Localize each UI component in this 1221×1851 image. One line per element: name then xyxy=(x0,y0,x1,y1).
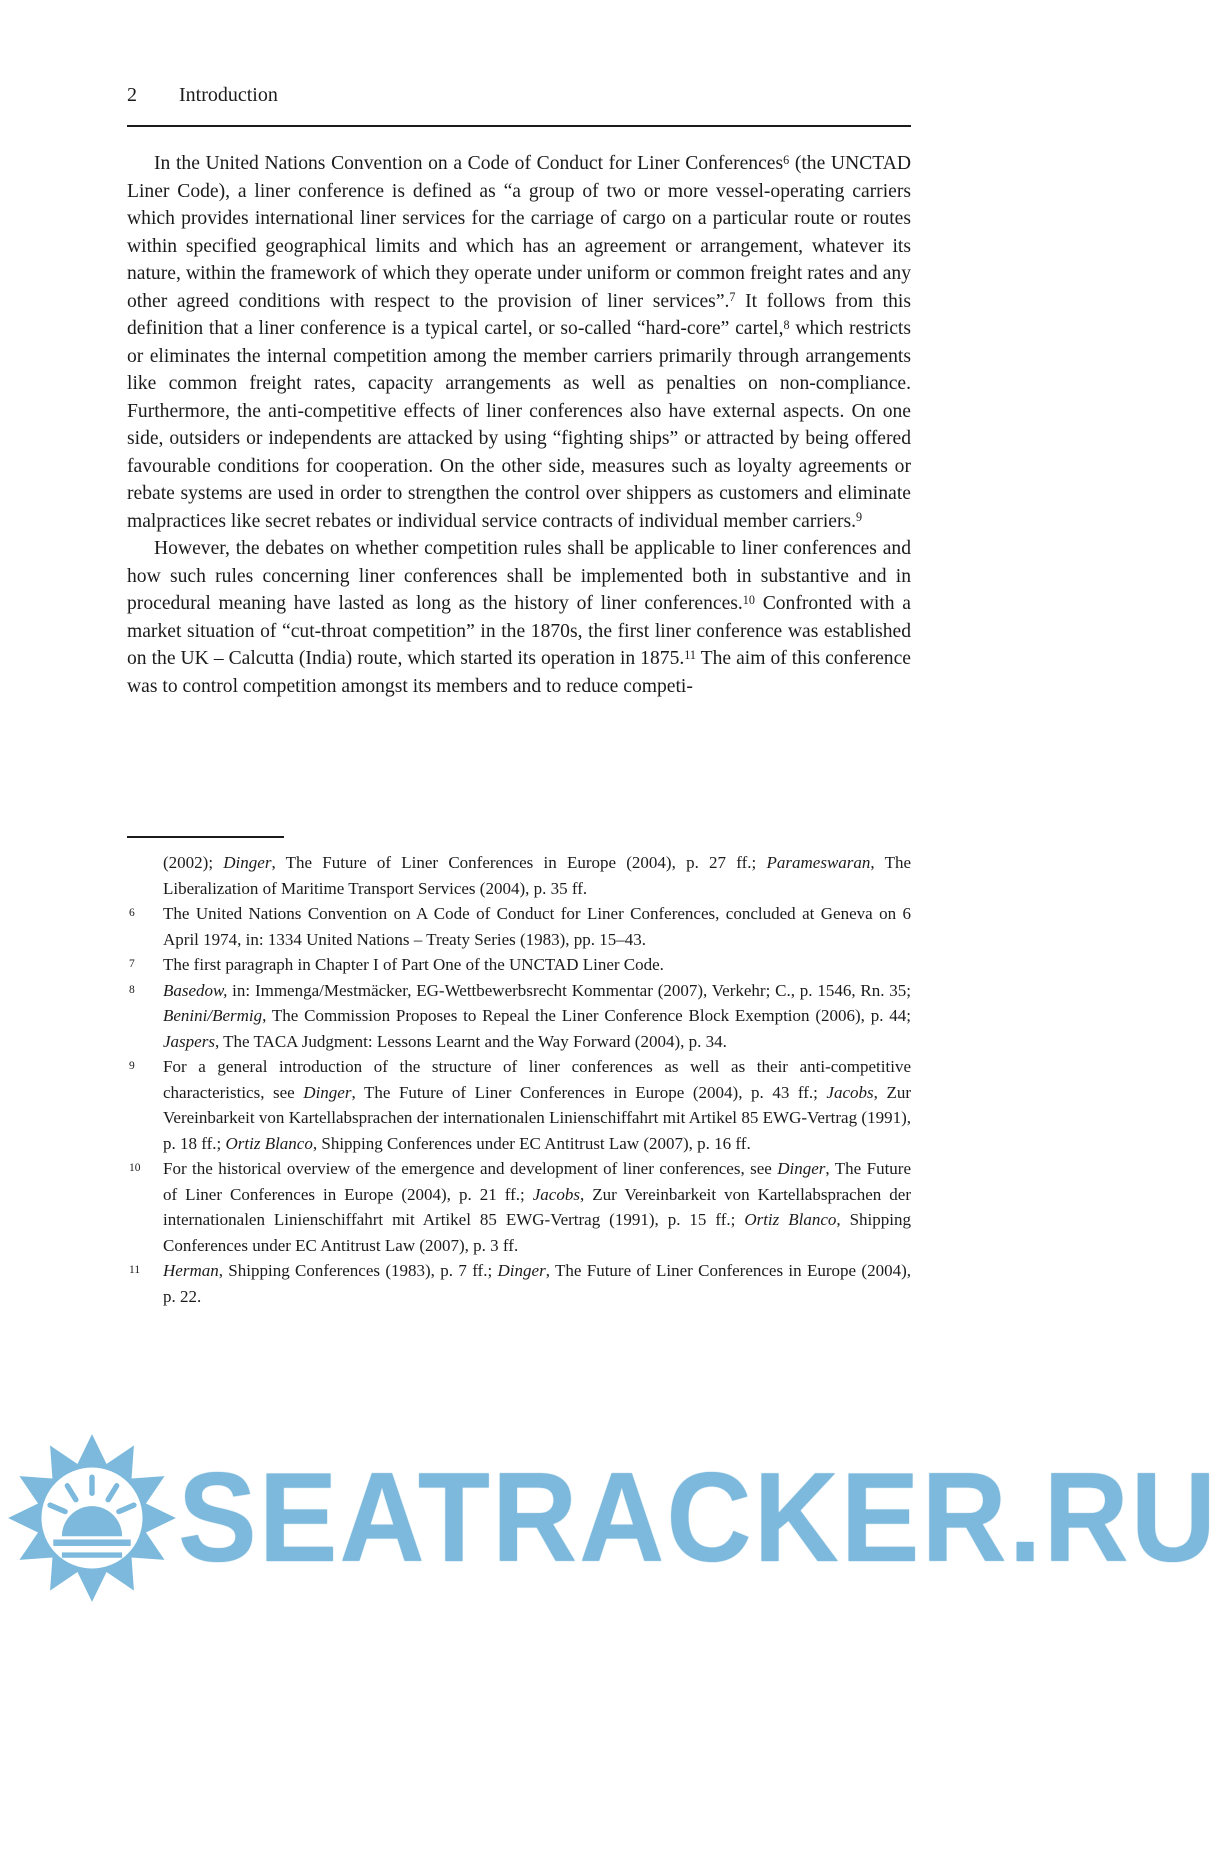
footnote-8 xyxy=(127,978,911,1055)
footnote-5-continuation xyxy=(127,850,911,901)
footnote-7 xyxy=(127,952,911,978)
footnote-9 xyxy=(127,1054,911,1156)
footnote-number: 11 xyxy=(129,1264,141,1276)
footnote-text: For a general introduction of the structure of liner conferences as well as their anti-competitive characteristics, see Dinger, The Future of Liner Conferences in Europe (2004), p. 43 ff.; Jacobs, Zur Vereinbarkeit von Kartellabsprachen der internationalen Linienschiffahrt mit Artikel 85 EWG-Vertrag (1991), p. 18 ff.; Ortiz Blanco, Shipping Conferences under EC Antitrust Law (2007), p. 16 ff. xyxy=(163,1057,911,1153)
sun-logo-icon xyxy=(6,1432,178,1604)
watermark xyxy=(0,1428,1221,1608)
footnote-number: 9 xyxy=(129,1060,135,1072)
footnote-text: Basedow, in: Immenga/Mestmäcker, EG-Wettbewerbsrecht Kommentar (2007), Verkehr; C., p. 1546, Rn. 35; Benini/Bermig, The Commission Proposes to Repeal the Liner Conference Block Exemption (2006), p. 44; Jaspers, The TACA Judgment: Lessons Learnt and the Way Forward (2004), p. 34. xyxy=(163,980,911,1051)
body-text xyxy=(127,150,911,700)
paragraph-1: In the United Nations Convention on a Code of Conduct for Liner Conferences$^6$ (the UNCTAD Liner Code), a liner conference is defined as “a group of two or more vessel-operating carriers which provides international liner services for the carriage of cargo on a particular route or routes within specified geographical limits and which has an agreement or arrangement, whatever its nature, within the framework of which they operate under uniform or common freight rates and any other agreed conditions with respect to the provision of liner services”.$^7$ It follows from this definition that a liner conference is a typical cartel, or so-called “hard-core” cartel,$^8$ which restricts or eliminates the internal competition among the member carriers primarily through arrangements like common freight rates, capacity arrangements as well as penalties on non-compliance. Furthermore, the anti-competitive effects of liner conferences also have external aspects. On one side, outsiders or independents are attacked by using “fighting ships” or attracted by being offered favourable conditions for cooperation. On the other side, measures such as loyalty agreements or rebate systems are used in order to strengthen the control over shippers as customers and eliminate malpractices like secret rebates or individual service contracts of individual member carriers.$^9$ xyxy=(127,152,911,532)
footnote-number: 8 xyxy=(129,983,135,996)
footnote-number: 10 xyxy=(129,1162,141,1174)
footnote-text: Herman, Shipping Conferences (1983), p. 7 ff.; Dinger, The Future of Liner Conferences in Europe (2004), p. 22. xyxy=(163,1261,912,1306)
footnote-10 xyxy=(127,1156,911,1258)
footnotes-section xyxy=(127,836,911,1309)
footnote-text: The first paragraph in Chapter I of Part One of the UNCTAD Liner Code. xyxy=(163,955,664,974)
footnote-text: (2002); Dinger, The Future of Liner Conferences in Europe (2004), p. 27 ff.; Parameswaran, The Liberalization of Maritime Transport Services (2004), p. 35 ff. xyxy=(163,853,912,898)
page-header xyxy=(127,84,911,127)
page-number: 2 xyxy=(127,84,137,106)
chapter-title: Introduction xyxy=(179,84,278,106)
paragraph-2: However, the debates on whether competition rules shall be applicable to liner conferences and how such rules concerning liner conferences shall be implemented both in substantive and in procedural meaning have lasted as long as the history of liner conferences.$^{10}$ Confronted with a market situation of “cut-throat competition” in the 1870s, the first liner conference was established on the UK – Calcutta (India) route, which started its operation in 1875.11 The aim of this conference was to control competition amongst its members and to reduce competi- xyxy=(127,538,911,697)
footnote-separator-rule xyxy=(127,836,284,838)
footnote-number: 6 xyxy=(129,907,135,919)
footnote-6 xyxy=(127,901,911,952)
footnote-text: The United Nations Convention on A Code of Conduct for Liner Conferences, concluded at Geneva on 6 April 1974, in: 1334 United Nations – Treaty Series (1983), pp. 15–43. xyxy=(163,904,911,949)
footnote-text: For the historical overview of the emergence and development of liner conferences, see Dinger, The Future of Liner Conferences in Europe (2004), p. 21 ff.; Jacobs, Zur Vereinbarkeit von Kartellabsprachen der internationalen Linienschiffahrt mit Artikel 85 EWG-Vertrag (1991), p. 15 ff.; Ortiz Blanco, Shipping Conferences under EC Antitrust Law (2007), p. 3 ff. xyxy=(163,1159,911,1255)
watermark-text: SEATRACKER.RU xyxy=(178,1446,1218,1590)
footnote-number: 7 xyxy=(129,958,135,970)
footnote-11 xyxy=(127,1258,911,1309)
